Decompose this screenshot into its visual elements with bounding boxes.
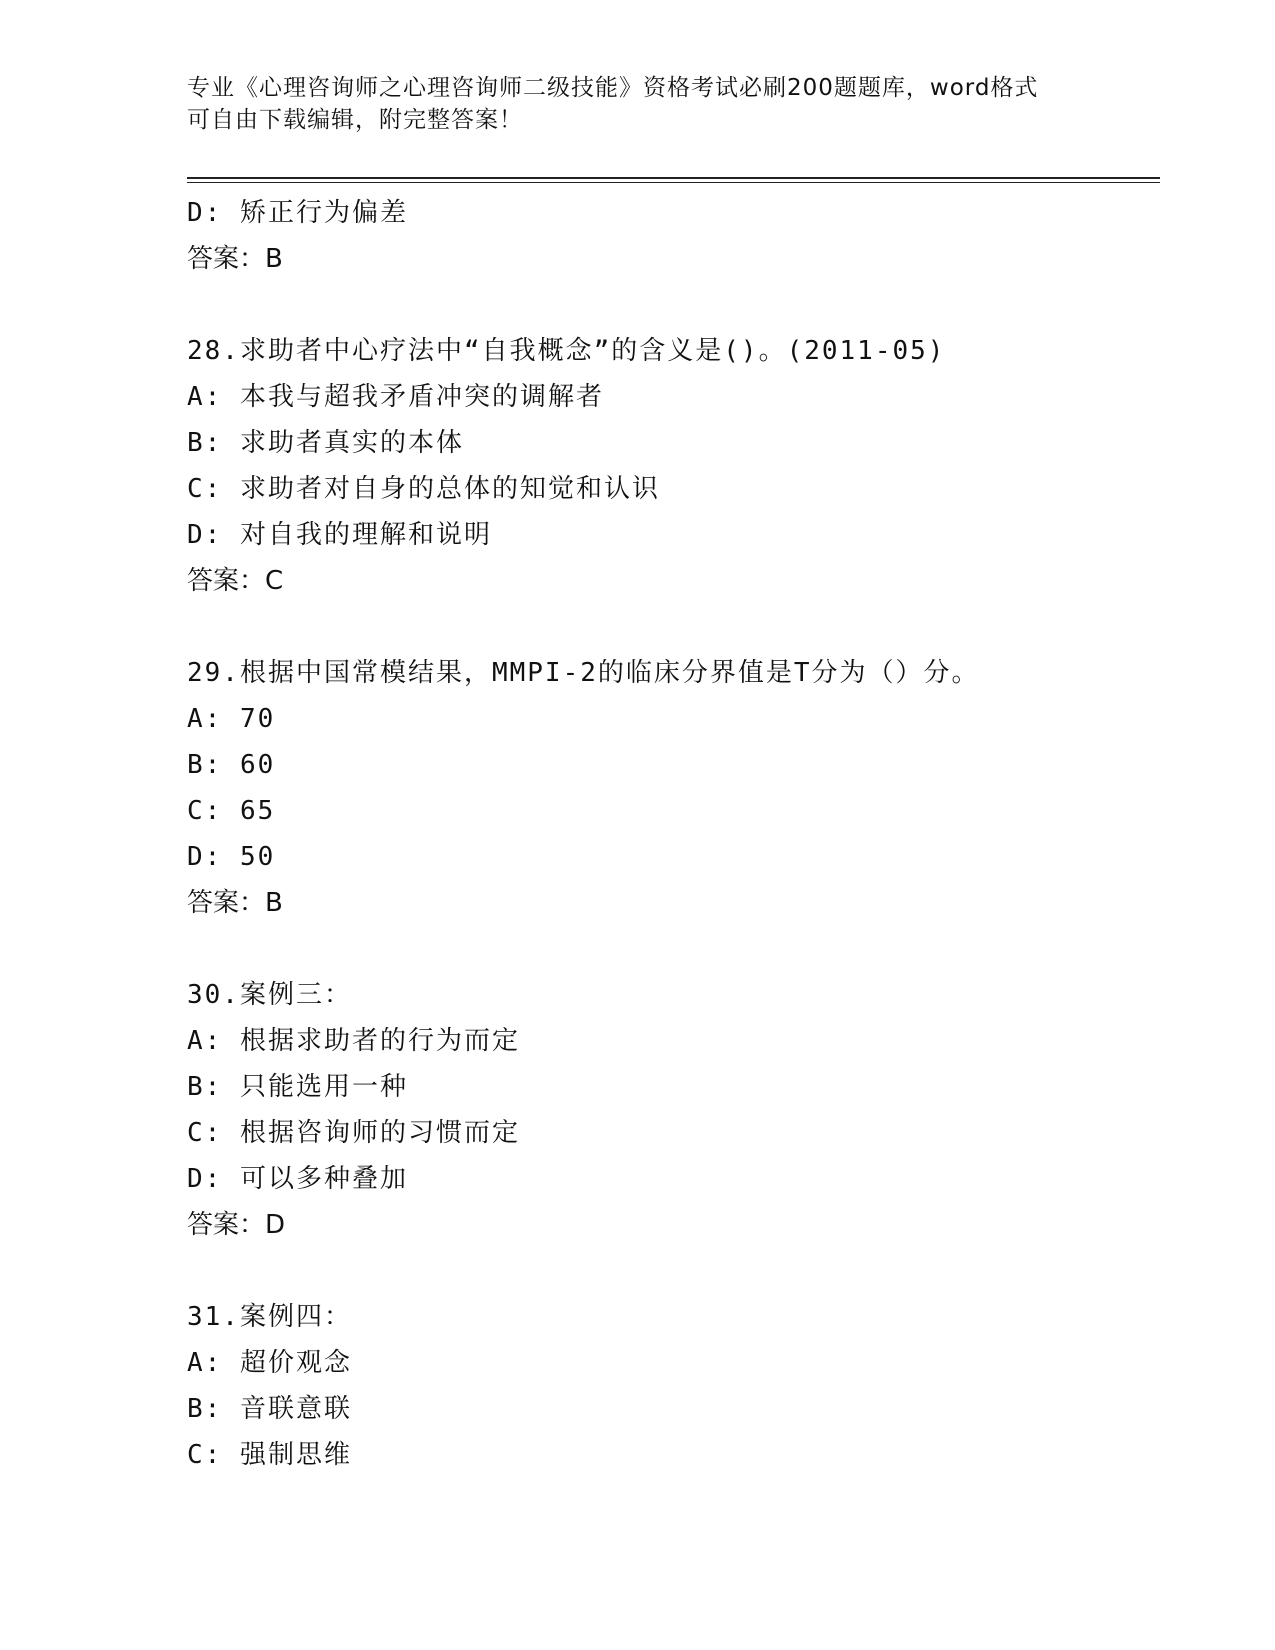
option-c: C: 65 [187,796,276,826]
option-a: A: 70 [187,704,276,734]
answer-line: 答案：D [187,1210,286,1240]
option-b: B: 求助者真实的本体 [187,428,464,458]
option-d: D: 对自我的理解和说明 [187,520,492,550]
spacer [187,282,1187,328]
question-stem: 29.根据中国常模结果，MMPI-2的临床分界值是T分为（）分。 [187,658,980,688]
question-stem: 28.求助者中心疗法中“自我概念”的含义是()。(2011-05) [187,336,946,366]
question-30 [187,972,1187,1248]
header-line-2: 可自由下载编辑，附完整答案！ [187,107,523,133]
option-b: B: 音联意联 [187,1394,352,1424]
option-b: B: 只能选用一种 [187,1072,408,1102]
spacer [187,1248,1187,1294]
option-a: A: 本我与超我矛盾冲突的调解者 [187,382,604,412]
option-c: C: 强制思维 [187,1440,352,1470]
header-rule-thin [187,182,1160,183]
answer-line: 答案：B [187,244,283,274]
header-line-1: 专业《心理咨询师之心理咨询师二级技能》资格考试必刷200题题库，word格式 [187,75,1039,101]
answer-line: 答案：B [187,888,283,918]
question-stem: 31.案例四： [187,1302,352,1332]
question-31 [187,1294,1187,1478]
option-d: D: 矫正行为偏差 [187,198,408,228]
option-d: D: 50 [187,842,276,872]
option-c: C: 根据咨询师的习惯而定 [187,1118,520,1148]
option-a: A: 根据求助者的行为而定 [187,1026,520,1056]
answer-line: 答案：C [187,566,284,596]
question-29 [187,650,1187,926]
spacer [187,604,1187,650]
option-d: D: 可以多种叠加 [187,1164,408,1194]
option-c: C: 求助者对自身的总体的知觉和认识 [187,474,660,504]
option-a: A: 超价观念 [187,1348,352,1378]
question-list [187,190,1187,1478]
document-header [187,72,1087,136]
header-rule-thick [187,177,1160,179]
question-28 [187,328,1187,604]
spacer [187,926,1187,972]
option-b: B: 60 [187,750,276,780]
question-stem: 30.案例三： [187,980,352,1010]
